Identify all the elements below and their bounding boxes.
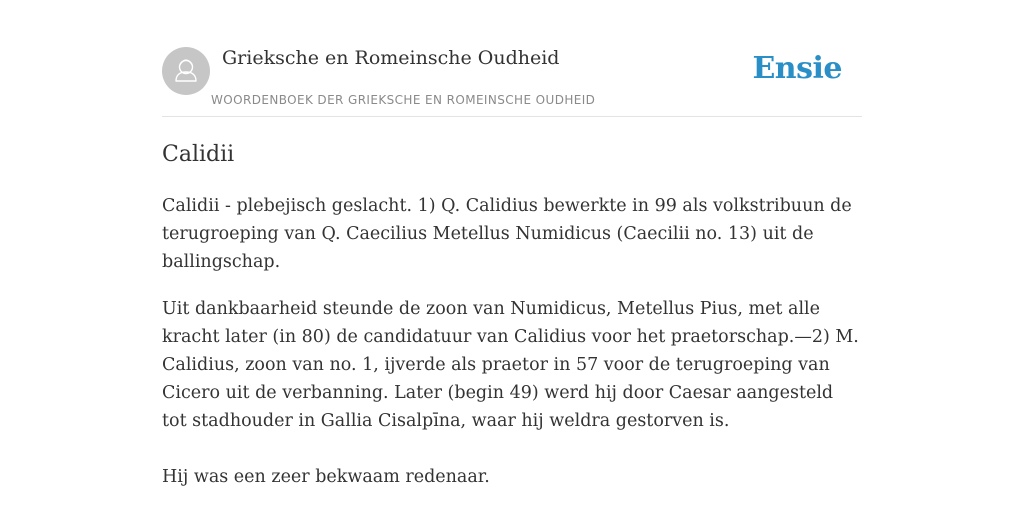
paragraph: Calidii - plebejisch geslacht. 1) Q. Calidius bewerkte in 99 als volkstribuun de terugroeping van Q. Caecilius Metellus Numidicus (Caecilii no. 13) uit de ballingschap. [162,196,852,272]
avatar[interactable] [162,47,210,95]
source-header [162,46,862,117]
paragraph: Hij was een zeer bekwaam redenaar. [162,467,490,487]
paragraph: Uit dankbaarheid steunde de zoon van Numidicus, Metellus Pius, met alle kracht later (in 80) de candidatuur van Calidius voor het praetorschap.—2) M. Calidius, zoon van no. 1, ijverde als praetor in 57 voor de terugroeping van Cicero uit de verbanning. Later (begin 49) werd hij door Caesar aangesteld tot stadhouder in Gallia Cisalpīna, waar hij weldra gestorven is. [162,299,859,431]
page-title: Calidii [162,142,235,167]
user-icon [162,47,210,95]
source-subtitle: WOORDENBOEK DER GRIEKSCHE EN ROMEINSCHE OUDHEID [211,93,596,107]
article-body [162,192,862,510]
source-name[interactable]: Grieksche en Romeinsche Oudheid [222,47,560,69]
brand-logo[interactable]: Ensie [752,51,842,86]
